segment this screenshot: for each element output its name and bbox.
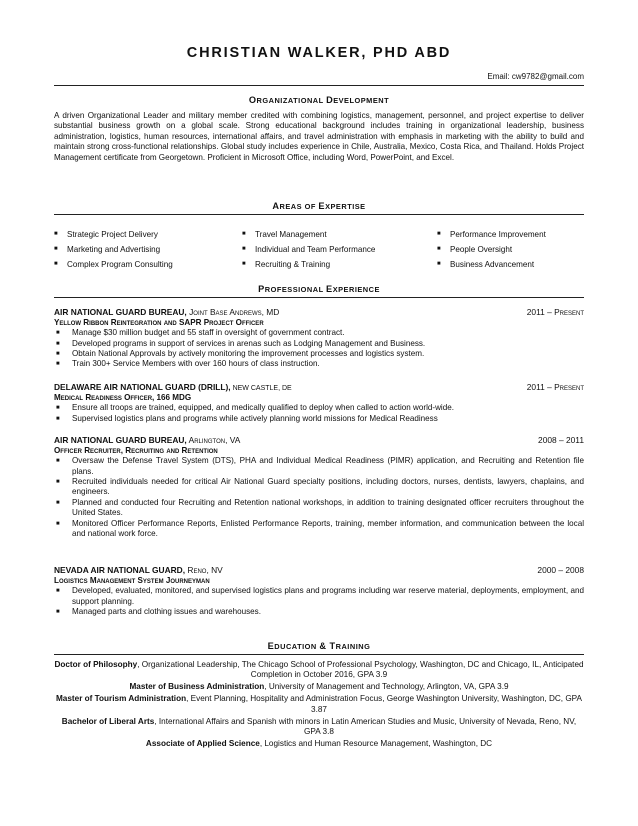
job-dates: 2000 – 2008	[537, 565, 584, 575]
bullet-icon: ■	[437, 261, 441, 267]
bullet-icon: ■	[54, 261, 58, 267]
bullet-icon: ■	[242, 231, 246, 237]
job-bullet: ■ Managed parts and clothing issues and warehouses.	[56, 607, 261, 616]
education-heading: EDUCATION & TRAINING	[267, 641, 371, 651]
experience-divider	[54, 297, 584, 298]
education-entry: Doctor of Philosophy, Organizational Leadership, The Chicago School of Professional Psychology, Washington, DC and Chicago, IL, Anticipated Completion in October 2016, GPA 3.9	[54, 660, 584, 680]
job-header	[54, 382, 584, 393]
education-list	[54, 660, 584, 751]
expertise-item: ■ Travel Management	[242, 227, 375, 242]
candidate-name: CHRISTIAN WALKER, PHD ABD	[186, 45, 452, 61]
job-organization: DELAWARE AIR NATIONAL GUARD (DRILL),	[54, 382, 231, 392]
expertise-item: ■ Strategic Project Delivery	[54, 227, 173, 242]
job-title: Yellow Ribbon Reintegration and SAPR Project Officer	[54, 317, 264, 327]
expertise-column-1	[54, 227, 173, 272]
job-bullet: ■ Recruited individuals needed for critical Air National Guard specialty positions, including doctors, nurses, dentists, lawyers, chaplains, and engineers.	[56, 477, 584, 497]
education-entry: Master of Business Administration, University of Management and Technology, Arlington, VA, GPA 3.9	[129, 682, 509, 692]
bullet-icon: ■	[56, 415, 60, 422]
expertise-divider	[54, 214, 584, 215]
education-entry: Associate of Applied Science, Logistics and Human Resource Management, Washington, DC	[145, 739, 493, 749]
job-entry	[54, 565, 584, 617]
bullet-icon: ■	[56, 458, 60, 465]
bullet-icon: ■	[56, 499, 60, 506]
job-header	[54, 565, 584, 576]
bullet-icon: ■	[56, 479, 60, 485]
expertise-heading: AREAS OF EXPERTISE	[272, 201, 366, 211]
job-organization: NEVADA AIR NATIONAL GUARD,	[54, 565, 186, 575]
job-entry	[54, 307, 584, 370]
job-bullet: ■ Oversaw the Defense Travel System (DTS), PHA and Individual Medical Readiness (PIMR) application, and Recruiting and Retention file plans.	[56, 456, 584, 476]
summary-text: A driven Organizational Leader and military member credited with combining logistics, management, personnel, and project expertise to deliver substantial business growth on a global scale. Strong educational background includes training in organizational leadership, business administration, logistics, human resources, international affairs, and travel administration with emphasis in marketing with the ability to build and maintain strong cross-functional relationships. Global study includes experience in Chile, Australia, Mexico, Costa Rica, and Thailand. Holds Project Management certificate from Georgetown. Proficient in Microsoft Office, including Word, PowerPoint, and Excel.	[54, 111, 584, 162]
bullet-icon: ■	[56, 351, 60, 357]
job-organization: AIR NATIONAL GUARD BUREAU,	[54, 307, 187, 317]
header-divider	[54, 85, 584, 86]
expertise-item: ■ Recruiting & Training	[242, 257, 375, 272]
job-location: Joint Base Andrews, MD	[186, 307, 280, 317]
summary-heading: ORGANIZATIONAL DEVELOPMENT	[248, 95, 390, 105]
education-entry: Master of Tourism Administration, Event Planning, Hospitality and Administration Focus, George Washington University, Washington, DC, GPA 3.87	[55, 694, 583, 714]
bullet-icon: ■	[56, 588, 60, 595]
expertise-item: ■ Individual and Team Performance	[242, 242, 375, 257]
expertise-item: ■ Marketing and Advertising	[54, 242, 173, 257]
expertise-item: ■ Performance Improvement	[437, 227, 546, 242]
job-location: Reno, NV	[185, 565, 223, 575]
job-header	[54, 435, 584, 446]
job-bullet: ■ Ensure all troops are trained, equipped, and medically qualified to deploy when called to action world-wide.	[56, 403, 454, 413]
job-bullet: ■ Supervised logistics plans and programs while actively planning world missions for Medical Readiness	[56, 413, 438, 423]
expertise-column-3	[437, 227, 546, 272]
bullet-icon: ■	[56, 520, 60, 527]
job-bullet: ■ Train 300+ Service Members with over 160 hours of class instruction.	[56, 359, 320, 369]
bullet-icon: ■	[56, 361, 60, 368]
job-bullet: ■ Manage $30 million budget and 55 staff in oversight of government contract.	[56, 328, 345, 338]
bullet-icon: ■	[437, 231, 441, 237]
bullet-icon: ■	[56, 340, 60, 347]
bullet-icon: ■	[56, 609, 60, 615]
job-location: NEW CASTLE, DE	[230, 385, 292, 392]
bullet-icon: ■	[56, 330, 60, 337]
contact-email[interactable]: Email: cw9782@gmail.com	[487, 72, 584, 81]
experience-heading: PROFESSIONAL EXPERIENCE	[258, 284, 380, 294]
job-dates: 2011 – Present	[526, 307, 584, 317]
bullet-icon: ■	[54, 246, 58, 252]
job-bullet: ■ Developed programs in support of services in arenas such as Lodging Management and Business.	[56, 338, 426, 348]
job-title: Officer Recruiter, Recruiting and Retention	[54, 445, 218, 455]
expertise-item: ■ Business Advancement	[437, 257, 546, 272]
job-title: Medical Readiness Officer, 166 MDG	[54, 392, 192, 402]
bullet-icon: ■	[54, 231, 58, 237]
job-bullet: ■ Developed, evaluated, monitored, and supervised logistics plans and programs including war reserve material, deployments, employment, and support planning.	[56, 586, 584, 606]
job-dates: 2008 – 2011	[538, 435, 584, 445]
job-dates: 2011 – Present	[526, 382, 584, 392]
job-bullet: ■ Monitored Officer Performance Reports, Enlisted Performance Reports, training, member information, and communication between the local and national work force.	[56, 518, 584, 539]
education-entry: Bachelor of Liberal Arts, International Affairs and Spanish with minors in Latin American Studies and Music, University of Nevada, Reno, NV, GPA 3.8	[61, 716, 577, 737]
job-bullet: ■ Obtain National Approvals by actively monitoring the improvement processes and logistics system.	[56, 349, 425, 358]
bullet-icon: ■	[242, 246, 246, 252]
job-organization: AIR NATIONAL GUARD BUREAU,	[54, 435, 187, 445]
education-divider	[54, 654, 584, 655]
job-title: Logistics Management System Journeyman	[54, 575, 210, 585]
job-location: Arlington, VA	[186, 435, 241, 445]
job-bullet: ■ Planned and conducted four Recruiting and Retention national workshops, in addition to training designated officer recruiters throughout the United States.	[56, 497, 584, 518]
expertise-item: ■ People Oversight	[437, 242, 546, 257]
expertise-column-2	[242, 227, 375, 272]
job-entry	[54, 435, 584, 539]
bullet-icon: ■	[242, 261, 246, 267]
expertise-item: ■ Complex Program Consulting	[54, 257, 173, 272]
job-entry	[54, 382, 584, 424]
expertise-grid	[54, 227, 584, 273]
bullet-icon: ■	[437, 246, 441, 252]
job-header	[54, 307, 584, 318]
bullet-icon: ■	[56, 405, 60, 412]
